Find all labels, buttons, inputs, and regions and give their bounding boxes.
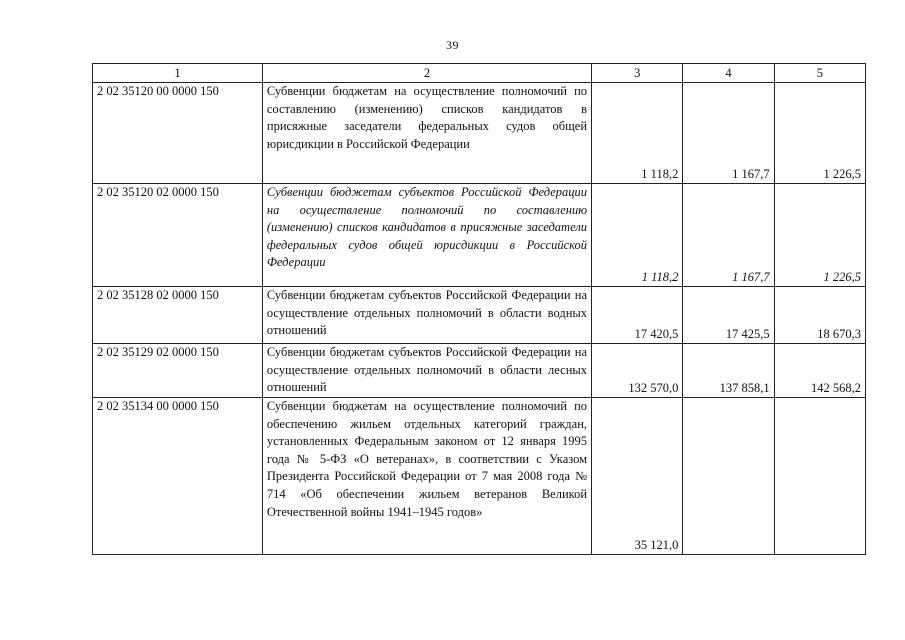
value-cell: 18 670,3 — [774, 287, 865, 344]
budget-table — [92, 63, 866, 555]
description-cell: Субвенции бюджетам на осуществление полномочий по обеспечению жильем отдельных категорий граждан, установленных Федеральным законом от 12 января 1995 года № 5-ФЗ «О ветеранах», в соответствии с Указом Президента Российской Федерации от 7 мая 2008 года № 714 «Об обеспечении жильем ветеранов Великой Отечественной войны 1941–1945 годов» — [262, 398, 591, 555]
value-cell: 35 121,0 — [592, 398, 683, 555]
table-row — [93, 184, 866, 287]
table-header-row — [93, 64, 866, 83]
description-cell: Субвенции бюджетам на осуществление полномочий по составлению (изменению) списков кандидатов в присяжные заседатели федеральных судов общей юрисдикции в Российской Федерации — [262, 83, 591, 184]
table-row — [93, 83, 866, 184]
value-cell: 17 425,5 — [683, 287, 774, 344]
value-cell — [683, 398, 774, 555]
value-cell: 132 570,0 — [592, 344, 683, 398]
value-cell: 142 568,2 — [774, 344, 865, 398]
value-cell: 1 167,7 — [683, 184, 774, 287]
column-header: 1 — [93, 64, 263, 83]
value-cell: 17 420,5 — [592, 287, 683, 344]
budget-code-cell: 2 02 35129 02 0000 150 — [93, 344, 263, 398]
value-cell — [774, 398, 865, 555]
value-cell: 1 118,2 — [592, 83, 683, 184]
column-header: 4 — [683, 64, 774, 83]
description-cell: Субвенции бюджетам субъектов Российской Федерации на осуществление отдельных полномочий в области лесных отношений — [262, 344, 591, 398]
table-row — [93, 287, 866, 344]
value-cell: 137 858,1 — [683, 344, 774, 398]
value-cell: 1 118,2 — [592, 184, 683, 287]
description-cell: Субвенции бюджетам субъектов Российской Федерации на осуществление полномочий по составлению (изменению) списков кандидатов в присяжные заседатели федеральных судов общей юрисдикции в Российской Федерации — [262, 184, 591, 287]
page-number: 39 — [446, 38, 459, 52]
table-row — [93, 398, 866, 555]
value-cell: 1 226,5 — [774, 83, 865, 184]
budget-code-cell: 2 02 35120 02 0000 150 — [93, 184, 263, 287]
value-cell: 1 226,5 — [774, 184, 865, 287]
budget-code-cell: 2 02 35128 02 0000 150 — [93, 287, 263, 344]
budget-code-cell: 2 02 35134 00 0000 150 — [93, 398, 263, 555]
value-cell: 1 167,7 — [683, 83, 774, 184]
budget-code-cell: 2 02 35120 00 0000 150 — [93, 83, 263, 184]
column-header: 2 — [262, 64, 591, 83]
column-header: 5 — [774, 64, 865, 83]
description-cell: Субвенции бюджетам субъектов Российской Федерации на осуществление отдельных полномочий в области водных отношений — [262, 287, 591, 344]
table-row — [93, 344, 866, 398]
column-header: 3 — [592, 64, 683, 83]
